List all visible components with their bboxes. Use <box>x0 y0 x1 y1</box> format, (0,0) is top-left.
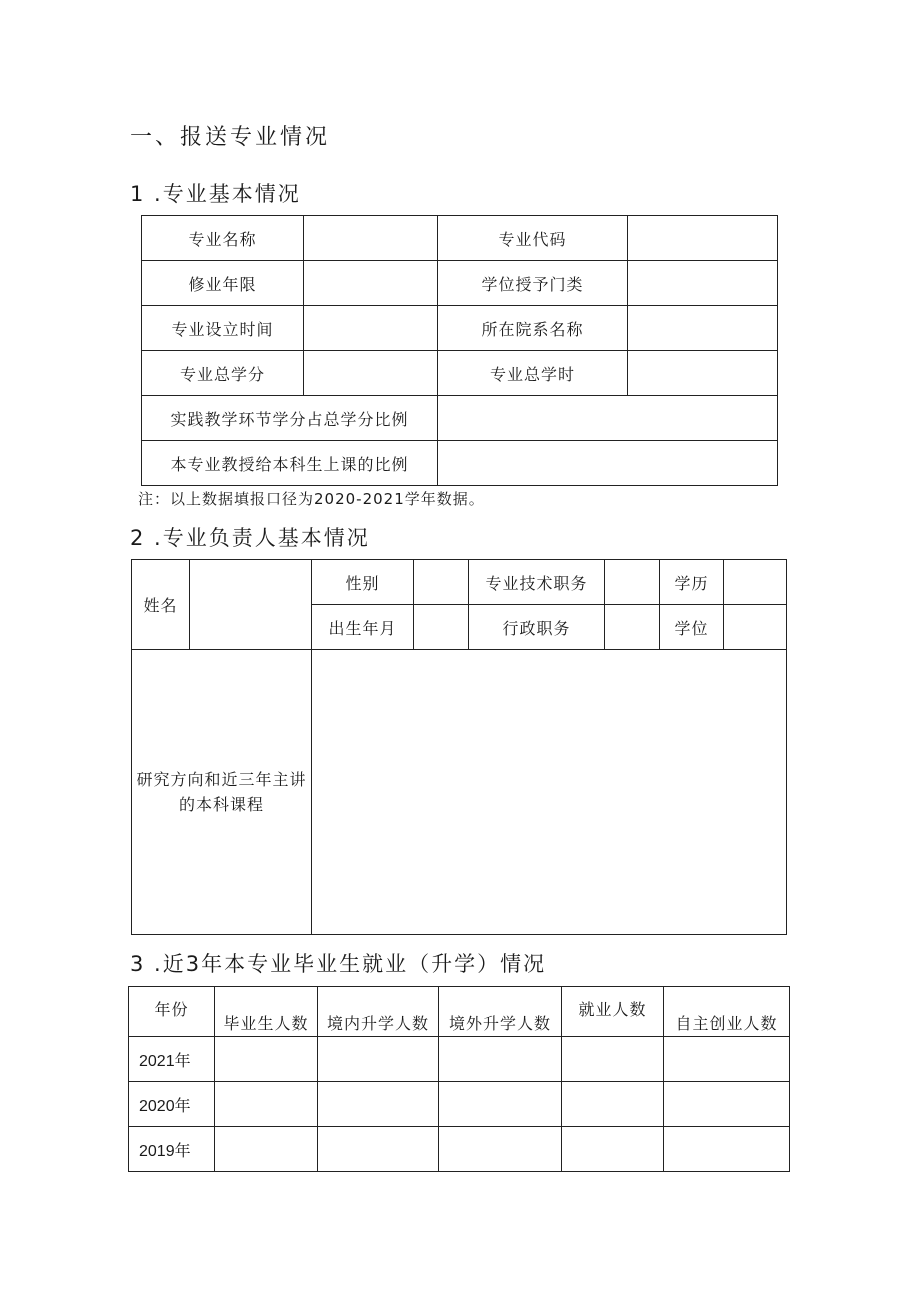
table-row <box>129 1037 790 1082</box>
input-established-time[interactable] <box>304 306 438 351</box>
graduate-employment-table <box>128 986 790 1172</box>
input-major-name[interactable] <box>304 216 438 261</box>
input-graduates[interactable] <box>215 1127 318 1172</box>
input-employed[interactable] <box>562 1037 664 1082</box>
input-education[interactable] <box>724 560 787 605</box>
input-professional-title[interactable] <box>605 560 660 605</box>
input-graduates[interactable] <box>215 1082 318 1127</box>
input-practice-ratio[interactable] <box>438 396 778 441</box>
basic-info-table <box>141 215 778 486</box>
label-birth: 出生年月 <box>312 605 414 650</box>
section-1-title: 1 .专业基本情况 <box>130 182 301 206</box>
table-row <box>129 1127 790 1172</box>
label-degree: 学位 <box>660 605 724 650</box>
input-employed[interactable] <box>562 1127 664 1172</box>
leader-info-table <box>131 559 787 935</box>
input-degree[interactable] <box>724 605 787 650</box>
input-professor-ratio[interactable] <box>438 441 778 486</box>
input-name[interactable] <box>190 560 312 650</box>
input-overseas-study[interactable] <box>439 1037 562 1082</box>
header-year: 年份 <box>129 987 215 1037</box>
table-row <box>129 1082 790 1127</box>
year-cell: 2019年 <box>129 1127 215 1172</box>
input-graduates[interactable] <box>215 1037 318 1082</box>
input-domestic-study[interactable] <box>318 1082 439 1127</box>
label-total-credits: 专业总学分 <box>142 351 304 396</box>
input-department-name[interactable] <box>628 306 778 351</box>
input-employed[interactable] <box>562 1082 664 1127</box>
label-degree-category: 学位授予门类 <box>438 261 628 306</box>
input-domestic-study[interactable] <box>318 1127 439 1172</box>
input-research-courses[interactable] <box>312 650 787 935</box>
year-cell: 2020年 <box>129 1082 215 1127</box>
input-overseas-study[interactable] <box>439 1082 562 1127</box>
input-total-hours[interactable] <box>628 351 778 396</box>
label-study-years: 修业年限 <box>142 261 304 306</box>
label-total-hours: 专业总学时 <box>438 351 628 396</box>
header-domestic-study: 境内升学人数 <box>318 987 439 1037</box>
input-overseas-study[interactable] <box>439 1127 562 1172</box>
header-entrepreneurs: 自主创业人数 <box>664 987 790 1037</box>
section-title: 一、报送专业情况 <box>130 125 331 150</box>
input-entrepreneurs[interactable] <box>664 1127 790 1172</box>
label-established-time: 专业设立时间 <box>142 306 304 351</box>
header-employed: 就业人数 <box>562 987 664 1037</box>
year-cell: 2021年 <box>129 1037 215 1082</box>
input-entrepreneurs[interactable] <box>664 1037 790 1082</box>
label-professor-ratio: 本专业教授给本科生上课的比例 <box>142 441 438 486</box>
input-total-credits[interactable] <box>304 351 438 396</box>
header-overseas-study: 境外升学人数 <box>439 987 562 1037</box>
label-admin-position: 行政职务 <box>469 605 605 650</box>
data-note: 注：以上数据填报口径为2020-2021学年数据。 <box>138 490 485 508</box>
input-study-years[interactable] <box>304 261 438 306</box>
header-graduates: 毕业生人数 <box>215 987 318 1037</box>
input-degree-category[interactable] <box>628 261 778 306</box>
section-2-title: 2 .专业负责人基本情况 <box>130 526 370 550</box>
label-department-name: 所在院系名称 <box>438 306 628 351</box>
input-major-code[interactable] <box>628 216 778 261</box>
input-entrepreneurs[interactable] <box>664 1082 790 1127</box>
label-major-name: 专业名称 <box>142 216 304 261</box>
label-education: 学历 <box>660 560 724 605</box>
section-3-title: 3 .近3年本专业毕业生就业（升学）情况 <box>130 952 547 976</box>
label-practice-ratio: 实践教学环节学分占总学分比例 <box>142 396 438 441</box>
label-research-courses: 研究方向和近三年主讲的本科课程 <box>132 650 312 935</box>
input-admin-position[interactable] <box>605 605 660 650</box>
label-gender: 性别 <box>312 560 414 605</box>
input-birth[interactable] <box>414 605 469 650</box>
label-name: 姓名 <box>132 560 190 650</box>
label-major-code: 专业代码 <box>438 216 628 261</box>
label-professional-title: 专业技术职务 <box>469 560 605 605</box>
input-domestic-study[interactable] <box>318 1037 439 1082</box>
input-gender[interactable] <box>414 560 469 605</box>
